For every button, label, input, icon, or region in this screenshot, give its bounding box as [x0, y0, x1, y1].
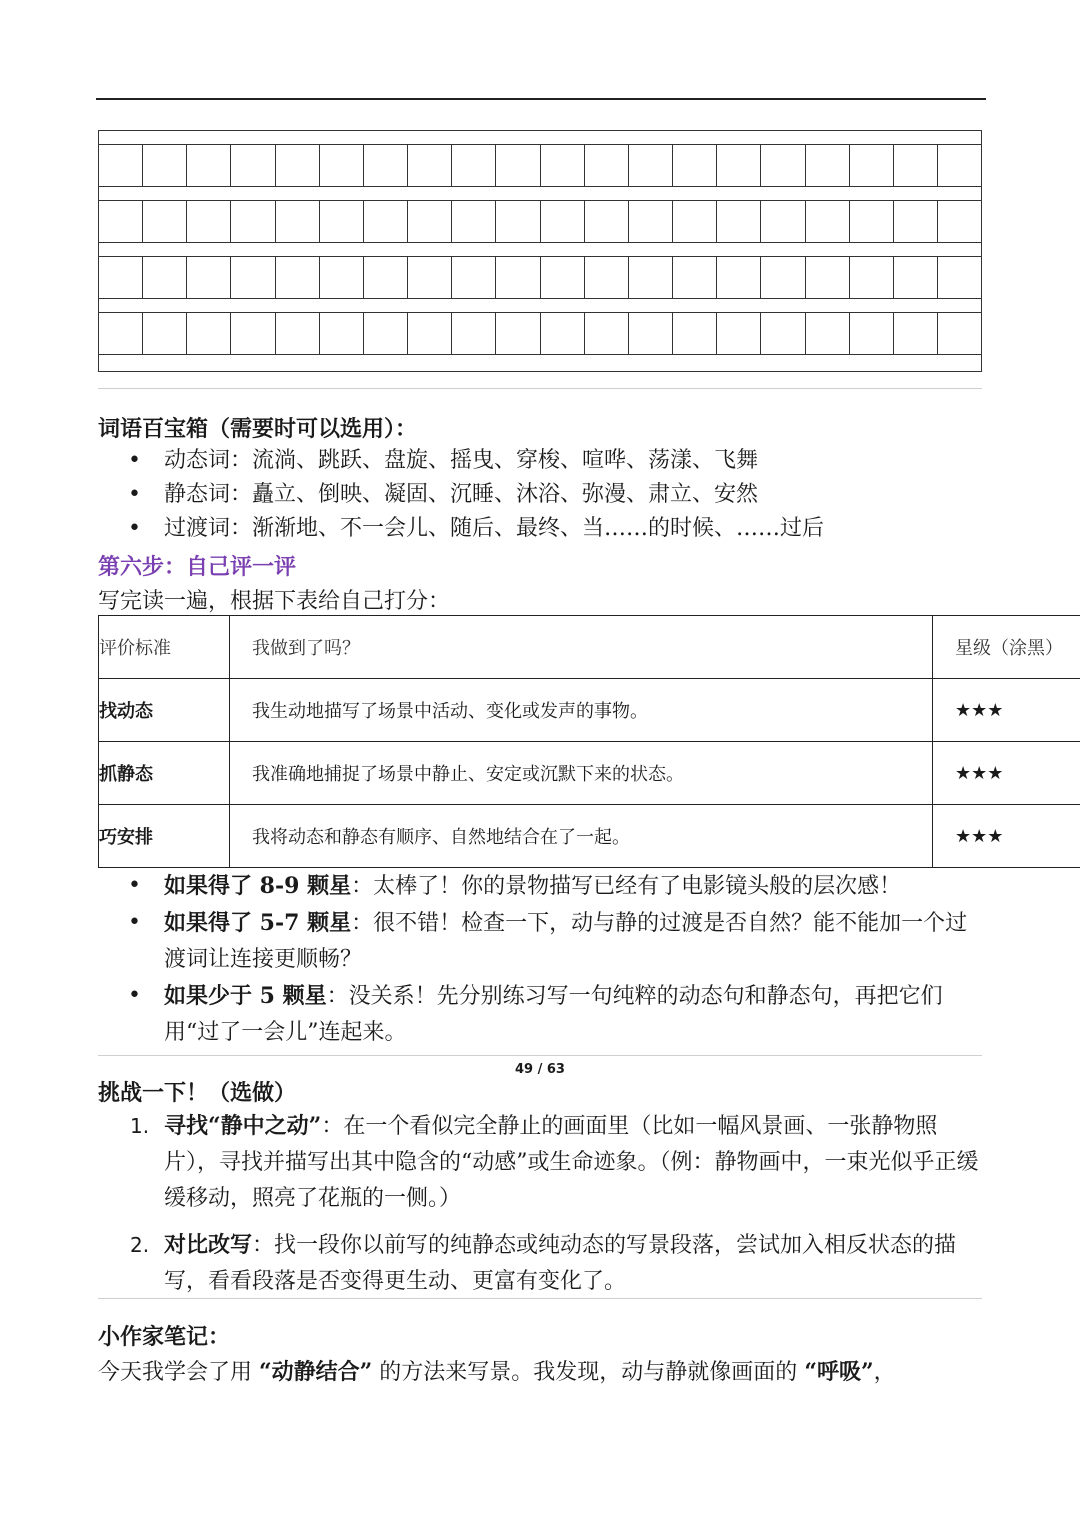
list-item	[98, 868, 988, 905]
writing-grid	[98, 130, 982, 372]
notes-text: ，	[873, 1360, 896, 1385]
evaluation-table	[98, 615, 1080, 868]
grid-cell-row	[99, 257, 981, 299]
description-cell: 我准确地捕捉了场景中静止、安定或沉默下来的状态。	[230, 742, 933, 805]
header-stars: 星级（涂黑）	[933, 616, 1080, 679]
section-divider	[98, 1055, 982, 1056]
grid-cell-row	[99, 145, 981, 187]
step6-intro: 写完读一遍，根据下表给自己打分：	[98, 589, 451, 614]
result-lead: 如果少于 5 颗星	[164, 983, 327, 1009]
result-lead: 如果得了 8-9 颗星	[164, 873, 352, 899]
list-item	[98, 1108, 984, 1217]
grid-gap-row	[99, 243, 981, 257]
word-box-title: 词语百宝箱（需要时可以选用）：	[98, 416, 418, 442]
step6-title: 第六步：自己评一评	[98, 554, 297, 580]
challenge-text: ：在一个看似完全静止的画面里（比如一幅风景画、一张静物照片），寻找并描写出其中隐含的“动感”或生命迹象。（例：静物画中，一束光似乎正缓缓移动，照亮了花瓶的一侧。）	[164, 1114, 979, 1211]
star-rating[interactable]: ★★★	[933, 679, 1080, 742]
grid-cell-row	[99, 201, 981, 243]
notes-text: 的方法来写景。我发现，动与静就像画面的	[372, 1360, 805, 1385]
list-item: • 动态词：流淌、跳跃、盘旋、摇曳、穿梭、喧哗、荡漾、飞舞	[98, 444, 988, 478]
challenge-list	[98, 1108, 984, 1310]
header-rule	[96, 98, 986, 100]
header-done: 我做到了吗？	[230, 616, 933, 679]
header-criterion: 评价标准	[99, 616, 230, 679]
grid-gap-row	[99, 187, 981, 201]
item-number: 2.	[130, 1233, 150, 1257]
notes-paragraph	[98, 1355, 896, 1386]
result-text: ：很不错！检查一下，动与静的过渡是否自然？能不能加一个过渡词让连接更顺畅？	[164, 911, 968, 972]
criterion-cell: 找动态	[99, 679, 230, 742]
challenge-text: ：找一段你以前写的纯静态或纯动态的写景段落，尝试加入相反状态的描写，看看段落是否变得更生动、更富有变化了。	[164, 1233, 957, 1294]
list-item	[98, 1227, 984, 1300]
result-lead: 如果得了 5-7 颗星	[164, 910, 352, 936]
notes-text: 今天我学会了用	[98, 1360, 259, 1385]
notes-emphasis: “呼吸”	[804, 1359, 874, 1385]
list-item: • 静态词：矗立、倒映、凝固、沉睡、沐浴、弥漫、肃立、安然	[98, 478, 988, 512]
grid-gap-row	[99, 299, 981, 313]
table-row	[99, 805, 1080, 868]
challenge-title: 挑战一下！（选做）	[98, 1080, 297, 1106]
result-text: ：太棒了！你的景物描写已经有了电影镜头般的层次感！	[351, 874, 902, 899]
table-row	[99, 679, 1080, 742]
grid-gap-row	[99, 355, 981, 369]
list-item: • 过渡词：渐渐地、不一会儿、随后、最终、当……的时候、……过后	[98, 512, 988, 546]
result-text: ：没关系！先分别练习写一句纯粹的动态句和静态句，再把它们用“过了一会儿”连起来。	[164, 984, 943, 1045]
challenge-lead: 对比改写	[164, 1232, 253, 1258]
challenge-lead: 寻找“静中之动”	[164, 1113, 322, 1139]
list-item	[98, 978, 988, 1051]
table-header-row	[99, 616, 1080, 679]
criterion-cell: 巧安排	[99, 805, 230, 868]
notes-emphasis: “动静结合”	[259, 1359, 373, 1385]
table-row	[99, 742, 1080, 805]
grid-cell-row	[99, 313, 981, 355]
result-list	[98, 868, 988, 1051]
notes-title: 小作家笔记：	[98, 1324, 231, 1350]
description-cell: 我生动地描写了场景中活动、变化或发声的事物。	[230, 679, 933, 742]
section-divider	[98, 1298, 982, 1299]
section-divider	[98, 388, 982, 389]
page-number: 49 / 63	[515, 1062, 565, 1077]
list-item	[98, 905, 988, 978]
star-rating[interactable]: ★★★	[933, 742, 1080, 805]
item-number: 1.	[130, 1114, 150, 1138]
criterion-cell: 抓静态	[99, 742, 230, 805]
grid-gap-row	[99, 131, 981, 145]
star-rating[interactable]: ★★★	[933, 805, 1080, 868]
description-cell: 我将动态和静态有顺序、自然地结合在了一起。	[230, 805, 933, 868]
word-box-list	[98, 444, 988, 546]
